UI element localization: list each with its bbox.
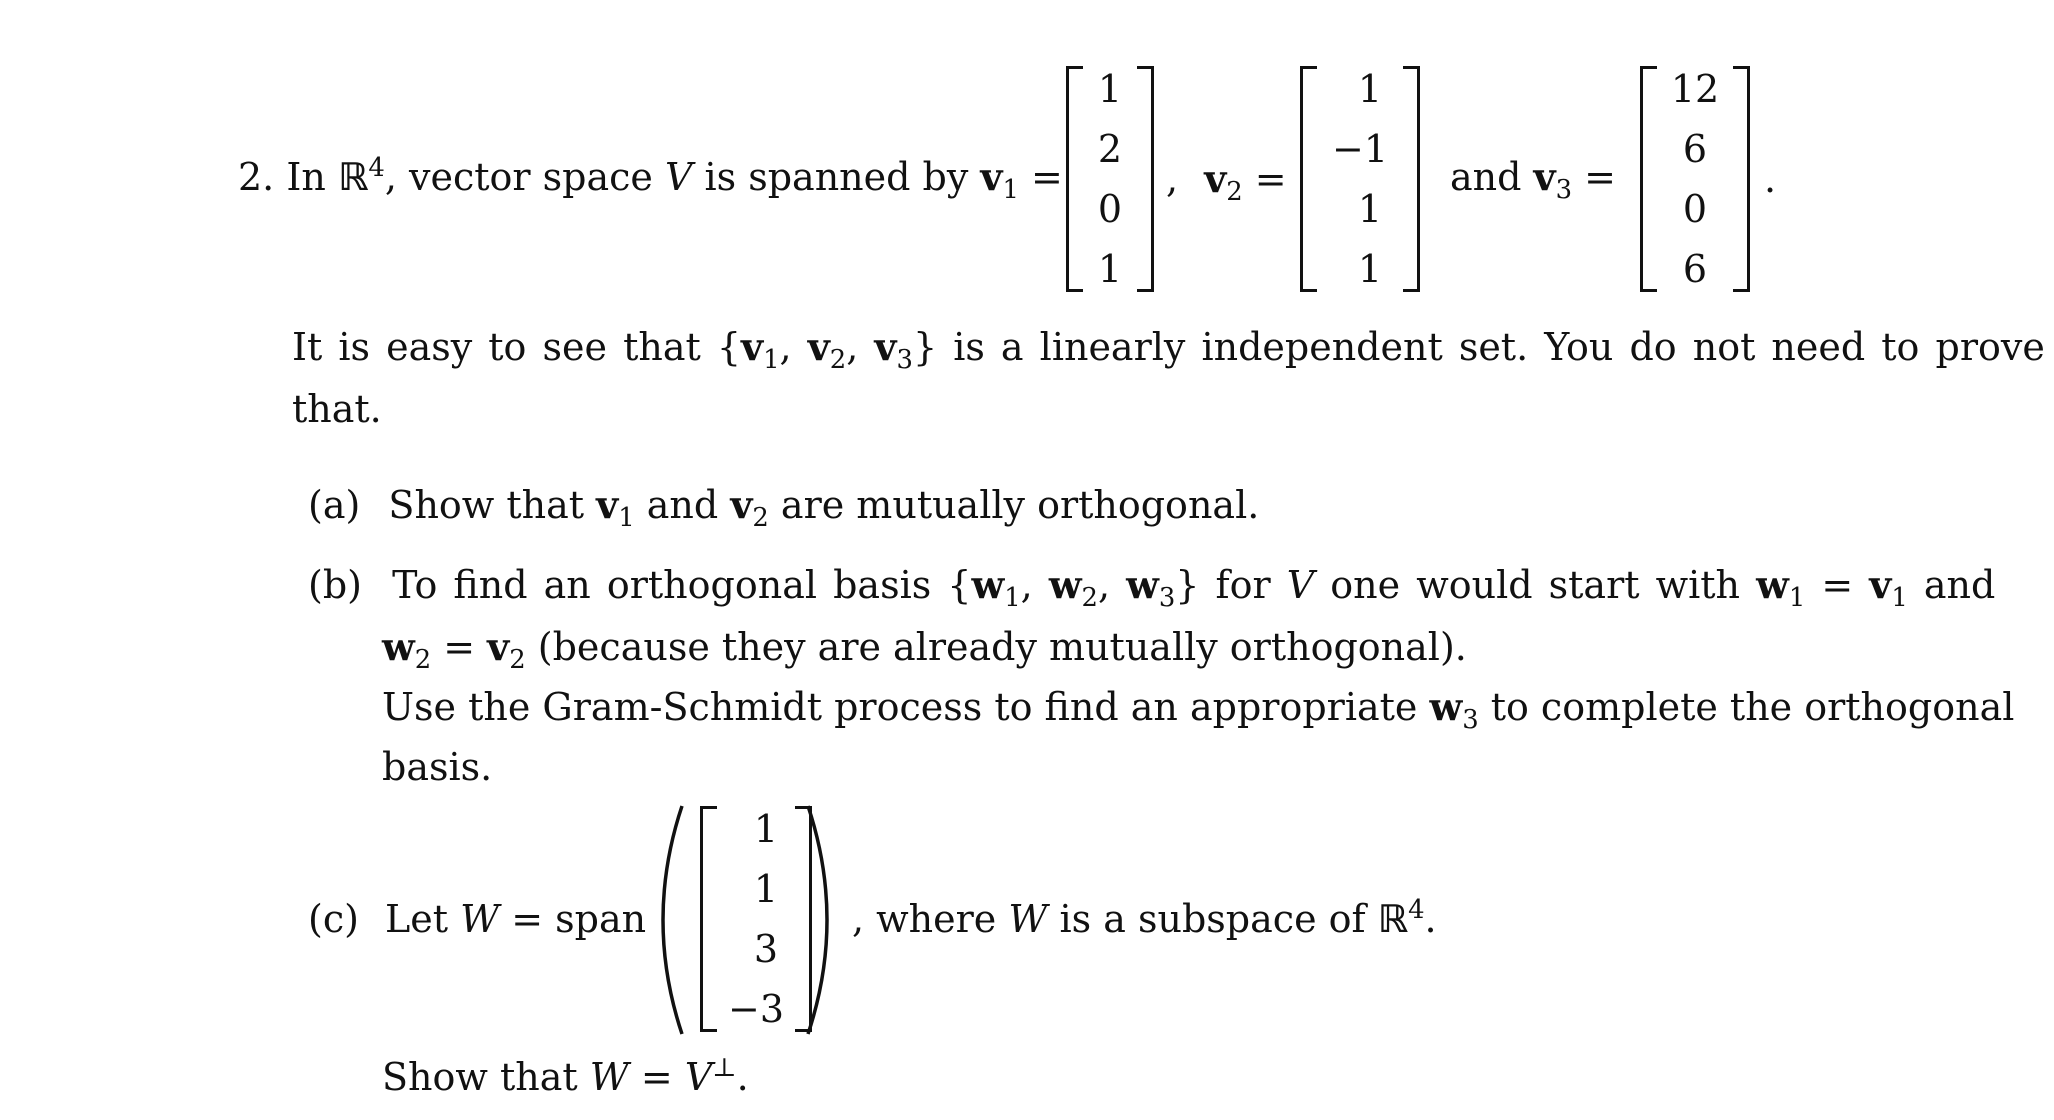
vector-v1-matrix	[1066, 66, 1154, 292]
matrix-entry: 1	[753, 807, 779, 851]
matrix-entry: 1	[1097, 67, 1123, 111]
vector-v3-matrix	[1640, 66, 1750, 292]
independence-statement-line1: It is easy to see that {$v_1$, $v_2$, $v_3$} is a linearly independent set. You do not need to prove	[292, 324, 2045, 375]
problem-statement-line: 2. In ℝ$^4$, vector space V is spanned by $v_1$ =	[238, 152, 1063, 205]
matrix-entry: 2	[1097, 127, 1123, 171]
matrix-entry: 0	[1682, 187, 1708, 231]
vector-v2-matrix	[1300, 66, 1420, 292]
part-c-line1: (c) Let W = span	[308, 897, 647, 941]
matrix-entry: −3	[727, 987, 785, 1031]
matrix-entry: −1	[1331, 127, 1389, 171]
matrix-entry: 12	[1670, 67, 1720, 111]
matrix-entry: 3	[753, 927, 779, 971]
part-a-label: (a)	[308, 483, 361, 527]
independence-statement-line2: that.	[292, 387, 382, 431]
part-b-line4: basis.	[382, 745, 493, 789]
matrix-entry: 1	[1097, 247, 1123, 291]
matrix-entry: 6	[1682, 247, 1708, 291]
matrix-entry: 0	[1097, 187, 1123, 231]
part-c-where: , where W is a subspace of ℝ$^4$.	[852, 894, 1437, 941]
part-b-line3: Use the Gram-Schmidt process to find an appropriate $w_3$ to complete the orthogonal	[382, 684, 2015, 735]
matrix-entry: 1	[753, 867, 779, 911]
part-b-label: (b)	[308, 563, 362, 607]
part-b-line1: (b) To find an orthogonal basis {$w_1$, $w_2$, $w_3$} for V one would start with $w_1 = v_1$ and	[308, 562, 1996, 613]
span-vector-matrix	[700, 806, 812, 1032]
part-a: (a) Show that $v_1$ and $v_2$ are mutually orthogonal.	[308, 482, 1260, 533]
part-c-label: (c)	[308, 897, 359, 941]
matrix-entry: 1	[1357, 247, 1383, 291]
problem-number: 2.	[238, 155, 275, 199]
matrix-entry: 6	[1682, 127, 1708, 171]
part-c-show: Show that W = V⊥.	[382, 1052, 749, 1099]
matrix-entry: 1	[1357, 187, 1383, 231]
part-b-line2: $w_2 = v_2$ (because they are already mutually orthogonal).	[382, 624, 1467, 675]
real-numbers-symbol: ℝ	[337, 155, 369, 199]
matrix-entry: 1	[1357, 67, 1383, 111]
